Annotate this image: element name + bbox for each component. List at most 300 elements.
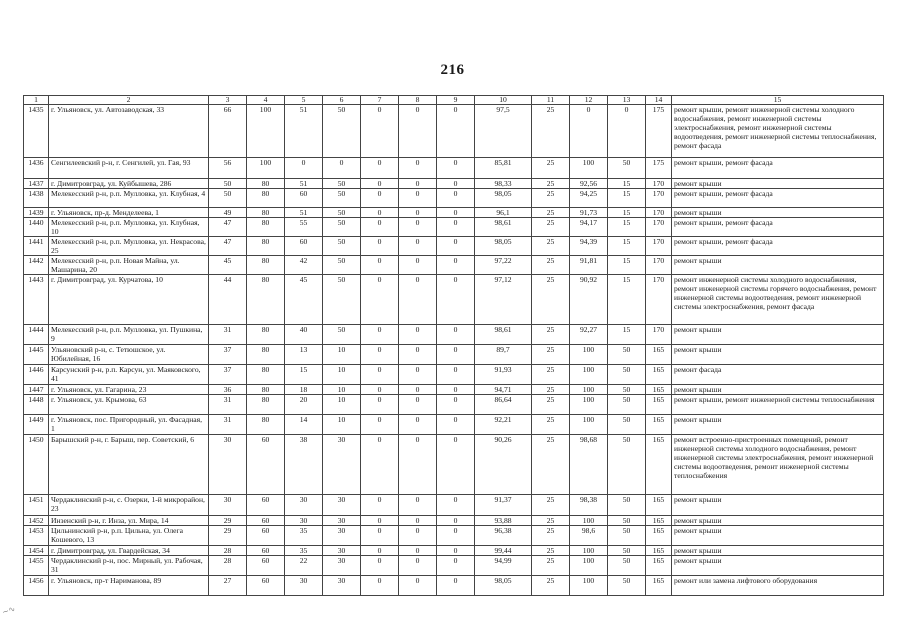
cell-col-7: 0 xyxy=(361,105,399,158)
cell-col-10: 94,99 xyxy=(475,556,532,576)
cell-col-4: 80 xyxy=(247,237,285,256)
cell-col-3: 30 xyxy=(209,435,247,495)
cell-col-3: 37 xyxy=(209,365,247,385)
cell-col-13: 50 xyxy=(608,495,646,516)
address-cell: Инзенский р-н, г. Инза, ул. Мира, 14 xyxy=(49,516,209,526)
cell-col-12: 0 xyxy=(570,105,608,158)
cell-col-7: 0 xyxy=(361,526,399,546)
cell-col-3: 56 xyxy=(209,158,247,179)
row-number-cell: 1452 xyxy=(24,516,49,526)
cell-col-8: 0 xyxy=(399,345,437,365)
cell-col-9: 0 xyxy=(437,325,475,345)
column-number-1: 1 xyxy=(24,96,49,105)
cell-col-11: 25 xyxy=(532,179,570,189)
cell-col-5: 22 xyxy=(285,556,323,576)
address-cell: Цильнинский р-н, р.п. Цильна, ул. Олега Кошевого, 13 xyxy=(49,526,209,546)
cell-col-13: 15 xyxy=(608,218,646,237)
row-number-cell: 1439 xyxy=(24,208,49,218)
cell-col-3: 31 xyxy=(209,395,247,415)
cell-col-4: 80 xyxy=(247,189,285,208)
work-type-cell: ремонт крыши xyxy=(672,415,884,435)
row-number-cell: 1449 xyxy=(24,415,49,435)
cell-col-14: 175 xyxy=(646,105,672,158)
row-number-cell: 1448 xyxy=(24,395,49,415)
cell-col-13: 15 xyxy=(608,275,646,325)
cell-col-6: 50 xyxy=(323,256,361,275)
cell-col-6: 50 xyxy=(323,179,361,189)
cell-col-13: 15 xyxy=(608,325,646,345)
cell-col-11: 25 xyxy=(532,576,570,596)
cell-col-6: 30 xyxy=(323,516,361,526)
cell-col-13: 50 xyxy=(608,365,646,385)
cell-col-6: 50 xyxy=(323,275,361,325)
address-cell: г. Ульяновск, пос. Пригородный, ул. Фасадная, 1 xyxy=(49,415,209,435)
row-number-cell: 1438 xyxy=(24,189,49,208)
cell-col-9: 0 xyxy=(437,546,475,556)
table-row xyxy=(24,365,884,385)
cell-col-9: 0 xyxy=(437,395,475,415)
cell-col-3: 50 xyxy=(209,179,247,189)
row-number-cell: 1443 xyxy=(24,275,49,325)
cell-col-5: 18 xyxy=(285,385,323,395)
column-number-14: 14 xyxy=(646,96,672,105)
cell-col-7: 0 xyxy=(361,516,399,526)
cell-col-13: 50 xyxy=(608,158,646,179)
cell-col-8: 0 xyxy=(399,526,437,546)
cell-col-14: 170 xyxy=(646,275,672,325)
table-row xyxy=(24,325,884,345)
cell-col-11: 25 xyxy=(532,275,570,325)
address-cell: г. Ульяновск, пр-д. Менделеева, 1 xyxy=(49,208,209,218)
cell-col-14: 165 xyxy=(646,415,672,435)
cell-col-4: 60 xyxy=(247,516,285,526)
cell-col-13: 50 xyxy=(608,526,646,546)
cell-col-8: 0 xyxy=(399,556,437,576)
cell-col-5: 35 xyxy=(285,546,323,556)
column-number-2: 2 xyxy=(49,96,209,105)
cell-col-3: 29 xyxy=(209,516,247,526)
cell-col-11: 25 xyxy=(532,495,570,516)
address-cell: Мелекесский р-н, р.п. Мулловка, ул. Клубная, 4 xyxy=(49,189,209,208)
cell-col-3: 37 xyxy=(209,345,247,365)
row-number-cell: 1436 xyxy=(24,158,49,179)
cell-col-11: 25 xyxy=(532,158,570,179)
cell-col-12: 94,17 xyxy=(570,218,608,237)
work-type-cell: ремонт крыши xyxy=(672,208,884,218)
cell-col-9: 0 xyxy=(437,365,475,385)
cell-col-6: 10 xyxy=(323,415,361,435)
cell-col-9: 0 xyxy=(437,158,475,179)
cell-col-4: 80 xyxy=(247,395,285,415)
table-body xyxy=(24,96,884,596)
cell-col-11: 25 xyxy=(532,516,570,526)
cell-col-14: 165 xyxy=(646,576,672,596)
table-row xyxy=(24,237,884,256)
address-cell: г. Димитровград, ул. Курчатова, 10 xyxy=(49,275,209,325)
cell-col-5: 55 xyxy=(285,218,323,237)
cell-col-5: 30 xyxy=(285,516,323,526)
row-number-cell: 1454 xyxy=(24,546,49,556)
row-number-cell: 1441 xyxy=(24,237,49,256)
cell-col-13: 50 xyxy=(608,345,646,365)
cell-col-10: 93,88 xyxy=(475,516,532,526)
cell-col-11: 25 xyxy=(532,365,570,385)
cell-col-14: 165 xyxy=(646,435,672,495)
cell-col-7: 0 xyxy=(361,179,399,189)
cell-col-9: 0 xyxy=(437,576,475,596)
row-number-cell: 1450 xyxy=(24,435,49,495)
row-number-cell: 1456 xyxy=(24,576,49,596)
cell-col-6: 50 xyxy=(323,237,361,256)
cell-col-7: 0 xyxy=(361,237,399,256)
cell-col-4: 80 xyxy=(247,385,285,395)
cell-col-5: 30 xyxy=(285,495,323,516)
column-number-3: 3 xyxy=(209,96,247,105)
cell-col-3: 49 xyxy=(209,208,247,218)
cell-col-10: 97,5 xyxy=(475,105,532,158)
cell-col-12: 94,39 xyxy=(570,237,608,256)
cell-col-9: 0 xyxy=(437,435,475,495)
cell-col-7: 0 xyxy=(361,208,399,218)
table-row xyxy=(24,576,884,596)
cell-col-9: 0 xyxy=(437,237,475,256)
cell-col-12: 100 xyxy=(570,158,608,179)
cell-col-12: 100 xyxy=(570,385,608,395)
table-row xyxy=(24,546,884,556)
cell-col-10: 98,61 xyxy=(475,218,532,237)
cell-col-13: 50 xyxy=(608,576,646,596)
cell-col-5: 60 xyxy=(285,237,323,256)
address-cell: Чердаклинский р-н, с. Озерки, 1-й микрорайон, 23 xyxy=(49,495,209,516)
work-type-cell: ремонт крыши xyxy=(672,495,884,516)
cell-col-14: 165 xyxy=(646,365,672,385)
work-type-cell: ремонт крыши xyxy=(672,385,884,395)
cell-col-5: 15 xyxy=(285,365,323,385)
table-row xyxy=(24,516,884,526)
cell-col-14: 165 xyxy=(646,556,672,576)
cell-col-4: 80 xyxy=(247,218,285,237)
work-type-cell: ремонт крыши, ремонт фасада xyxy=(672,237,884,256)
cell-col-9: 0 xyxy=(437,415,475,435)
cell-col-10: 85,81 xyxy=(475,158,532,179)
cell-col-8: 0 xyxy=(399,179,437,189)
cell-col-4: 80 xyxy=(247,325,285,345)
table-row xyxy=(24,345,884,365)
cell-col-6: 30 xyxy=(323,546,361,556)
cell-col-13: 0 xyxy=(608,105,646,158)
cell-col-10: 91,37 xyxy=(475,495,532,516)
cell-col-7: 0 xyxy=(361,218,399,237)
cell-col-12: 98,68 xyxy=(570,435,608,495)
cell-col-4: 80 xyxy=(247,256,285,275)
cell-col-8: 0 xyxy=(399,415,437,435)
table-row xyxy=(24,556,884,576)
cell-col-8: 0 xyxy=(399,105,437,158)
cell-col-3: 50 xyxy=(209,189,247,208)
table-row xyxy=(24,275,884,325)
row-number-cell: 1453 xyxy=(24,526,49,546)
cell-col-11: 25 xyxy=(532,237,570,256)
cell-col-14: 170 xyxy=(646,208,672,218)
work-type-cell: ремонт крыши xyxy=(672,179,884,189)
table-row xyxy=(24,208,884,218)
cell-col-12: 100 xyxy=(570,345,608,365)
margin-mark: ~∿ xyxy=(0,603,17,618)
cell-col-9: 0 xyxy=(437,189,475,208)
column-number-12: 12 xyxy=(570,96,608,105)
column-number-13: 13 xyxy=(608,96,646,105)
table-row xyxy=(24,385,884,395)
cell-col-8: 0 xyxy=(399,365,437,385)
cell-col-6: 30 xyxy=(323,576,361,596)
cell-col-7: 0 xyxy=(361,435,399,495)
cell-col-7: 0 xyxy=(361,395,399,415)
cell-col-8: 0 xyxy=(399,385,437,395)
cell-col-4: 80 xyxy=(247,208,285,218)
column-number-15: 15 xyxy=(672,96,884,105)
cell-col-14: 170 xyxy=(646,218,672,237)
table-row xyxy=(24,495,884,516)
cell-col-6: 50 xyxy=(323,325,361,345)
cell-col-3: 45 xyxy=(209,256,247,275)
cell-col-9: 0 xyxy=(437,256,475,275)
cell-col-4: 80 xyxy=(247,365,285,385)
row-number-cell: 1442 xyxy=(24,256,49,275)
address-cell: Сенгилеевский р-н, г. Сенгилей, ул. Гая, 93 xyxy=(49,158,209,179)
address-cell: Барышский р-н, г. Барыш, пер. Советский, 6 xyxy=(49,435,209,495)
cell-col-10: 94,71 xyxy=(475,385,532,395)
column-number-10: 10 xyxy=(475,96,532,105)
cell-col-14: 170 xyxy=(646,237,672,256)
cell-col-12: 92,56 xyxy=(570,179,608,189)
cell-col-7: 0 xyxy=(361,546,399,556)
address-cell: г. Димитровград, ул. Куйбышева, 286 xyxy=(49,179,209,189)
cell-col-14: 165 xyxy=(646,516,672,526)
cell-col-7: 0 xyxy=(361,556,399,576)
cell-col-6: 50 xyxy=(323,208,361,218)
cell-col-11: 25 xyxy=(532,189,570,208)
table-row xyxy=(24,189,884,208)
row-number-cell: 1445 xyxy=(24,345,49,365)
cell-col-5: 13 xyxy=(285,345,323,365)
cell-col-7: 0 xyxy=(361,576,399,596)
cell-col-5: 0 xyxy=(285,158,323,179)
cell-col-4: 60 xyxy=(247,576,285,596)
cell-col-14: 165 xyxy=(646,526,672,546)
cell-col-10: 97,12 xyxy=(475,275,532,325)
address-cell: Ульяновский р-н, с. Тетюшское, ул. Юбилейная, 16 xyxy=(49,345,209,365)
cell-col-11: 25 xyxy=(532,256,570,275)
cell-col-4: 80 xyxy=(247,345,285,365)
cell-col-6: 30 xyxy=(323,435,361,495)
cell-col-3: 47 xyxy=(209,237,247,256)
work-type-cell: ремонт крыши xyxy=(672,256,884,275)
work-type-cell: ремонт крыши xyxy=(672,325,884,345)
cell-col-11: 25 xyxy=(532,526,570,546)
cell-col-5: 51 xyxy=(285,208,323,218)
cell-col-13: 15 xyxy=(608,237,646,256)
cell-col-8: 0 xyxy=(399,495,437,516)
cell-col-11: 25 xyxy=(532,345,570,365)
address-cell: г. Ульяновск, ул. Крымова, 63 xyxy=(49,395,209,415)
cell-col-8: 0 xyxy=(399,325,437,345)
cell-col-10: 89,7 xyxy=(475,345,532,365)
address-cell: г. Ульяновск, ул. Гагарина, 23 xyxy=(49,385,209,395)
cell-col-5: 40 xyxy=(285,325,323,345)
cell-col-7: 0 xyxy=(361,189,399,208)
cell-col-13: 50 xyxy=(608,385,646,395)
cell-col-4: 60 xyxy=(247,435,285,495)
cell-col-11: 25 xyxy=(532,385,570,395)
cell-col-13: 50 xyxy=(608,435,646,495)
cell-col-10: 97,22 xyxy=(475,256,532,275)
cell-col-4: 80 xyxy=(247,275,285,325)
work-type-cell: ремонт инженерной системы холодного водоснабжения, ремонт инженерной системы горячего водоснабжения, ремонт инженерной системы водоотведения, ремонт инженерной системы электроснабжения, ремонт фасада xyxy=(672,275,884,325)
cell-col-7: 0 xyxy=(361,365,399,385)
column-number-7: 7 xyxy=(361,96,399,105)
cell-col-9: 0 xyxy=(437,495,475,516)
cell-col-9: 0 xyxy=(437,345,475,365)
cell-col-11: 25 xyxy=(532,395,570,415)
cell-col-11: 25 xyxy=(532,208,570,218)
cell-col-12: 100 xyxy=(570,395,608,415)
cell-col-11: 25 xyxy=(532,415,570,435)
cell-col-8: 0 xyxy=(399,275,437,325)
cell-col-13: 15 xyxy=(608,208,646,218)
cell-col-14: 170 xyxy=(646,256,672,275)
table-row xyxy=(24,158,884,179)
cell-col-7: 0 xyxy=(361,158,399,179)
cell-col-7: 0 xyxy=(361,495,399,516)
address-cell: Мелекесский р-н, р.п. Мулловка, ул. Некрасова, 25 xyxy=(49,237,209,256)
cell-col-7: 0 xyxy=(361,325,399,345)
cell-col-3: 66 xyxy=(209,105,247,158)
cell-col-12: 91,81 xyxy=(570,256,608,275)
cell-col-13: 50 xyxy=(608,415,646,435)
cell-col-9: 0 xyxy=(437,218,475,237)
cell-col-9: 0 xyxy=(437,556,475,576)
cell-col-3: 30 xyxy=(209,495,247,516)
cell-col-11: 25 xyxy=(532,218,570,237)
cell-col-10: 86,64 xyxy=(475,395,532,415)
cell-col-10: 92,21 xyxy=(475,415,532,435)
cell-col-8: 0 xyxy=(399,189,437,208)
cell-col-7: 0 xyxy=(361,385,399,395)
cell-col-14: 165 xyxy=(646,395,672,415)
cell-col-6: 30 xyxy=(323,495,361,516)
cell-col-7: 0 xyxy=(361,415,399,435)
cell-col-10: 91,93 xyxy=(475,365,532,385)
cell-col-13: 15 xyxy=(608,189,646,208)
cell-col-4: 80 xyxy=(247,179,285,189)
column-number-8: 8 xyxy=(399,96,437,105)
cell-col-8: 0 xyxy=(399,395,437,415)
cell-col-12: 92,27 xyxy=(570,325,608,345)
cell-col-12: 98,38 xyxy=(570,495,608,516)
cell-col-13: 50 xyxy=(608,546,646,556)
cell-col-5: 14 xyxy=(285,415,323,435)
cell-col-4: 100 xyxy=(247,158,285,179)
cell-col-7: 0 xyxy=(361,345,399,365)
cell-col-3: 31 xyxy=(209,325,247,345)
work-type-cell: ремонт крыши, ремонт фасада xyxy=(672,218,884,237)
work-type-cell: ремонт встроенно-пристроенных помещений, ремонт инженерной системы холодного водоснабжения, ремонт инженерной системы электроснабжения, ремонт инженерной системы водоотведения, ремонт инженерной системы теплоснабжения xyxy=(672,435,884,495)
cell-col-6: 10 xyxy=(323,385,361,395)
cell-col-6: 0 xyxy=(323,158,361,179)
cell-col-14: 165 xyxy=(646,385,672,395)
cell-col-10: 98,05 xyxy=(475,189,532,208)
work-type-cell: ремонт или замена лифтового оборудования xyxy=(672,576,884,596)
cell-col-8: 0 xyxy=(399,576,437,596)
work-type-cell: ремонт крыши xyxy=(672,526,884,546)
work-type-cell: ремонт крыши, ремонт инженерной системы теплоснабжения xyxy=(672,395,884,415)
cell-col-10: 98,05 xyxy=(475,576,532,596)
cell-col-3: 28 xyxy=(209,546,247,556)
cell-col-9: 0 xyxy=(437,179,475,189)
cell-col-14: 170 xyxy=(646,325,672,345)
cell-col-10: 96,38 xyxy=(475,526,532,546)
cell-col-7: 0 xyxy=(361,256,399,275)
cell-col-8: 0 xyxy=(399,158,437,179)
cell-col-6: 50 xyxy=(323,189,361,208)
cell-col-5: 35 xyxy=(285,526,323,546)
cell-col-5: 45 xyxy=(285,275,323,325)
cell-col-14: 175 xyxy=(646,158,672,179)
cell-col-7: 0 xyxy=(361,275,399,325)
table-row xyxy=(24,105,884,158)
cell-col-5: 20 xyxy=(285,395,323,415)
cell-col-9: 0 xyxy=(437,516,475,526)
cell-col-12: 91,73 xyxy=(570,208,608,218)
cell-col-6: 50 xyxy=(323,105,361,158)
row-number-cell: 1451 xyxy=(24,495,49,516)
cell-col-4: 60 xyxy=(247,526,285,546)
cell-col-10: 99,44 xyxy=(475,546,532,556)
table-row xyxy=(24,395,884,415)
cell-col-4: 60 xyxy=(247,556,285,576)
cell-col-4: 60 xyxy=(247,546,285,556)
cell-col-11: 25 xyxy=(532,546,570,556)
cell-col-11: 25 xyxy=(532,435,570,495)
address-cell: Мелекесский р-н, р.п. Новая Майна, ул. Машарина, 20 xyxy=(49,256,209,275)
cell-col-13: 50 xyxy=(608,556,646,576)
column-number-9: 9 xyxy=(437,96,475,105)
work-type-cell: ремонт крыши, ремонт фасада xyxy=(672,158,884,179)
cell-col-14: 165 xyxy=(646,546,672,556)
work-type-cell: ремонт крыши, ремонт инженерной системы холодного водоснабжения, ремонт инженерной системы электроснабжения, ремонт инженерной системы водоотведения, ремонт инженерной системы теплоснабжения, ремонт фасада xyxy=(672,105,884,158)
cell-col-11: 25 xyxy=(532,556,570,576)
address-cell: Мелекесский р-н, р.п. Мулловка, ул. Пушкина, 9 xyxy=(49,325,209,345)
row-number-cell: 1455 xyxy=(24,556,49,576)
table-row xyxy=(24,526,884,546)
cell-col-5: 51 xyxy=(285,179,323,189)
cell-col-9: 0 xyxy=(437,275,475,325)
cell-col-12: 100 xyxy=(570,415,608,435)
cell-col-12: 100 xyxy=(570,516,608,526)
cell-col-12: 90,92 xyxy=(570,275,608,325)
cell-col-3: 44 xyxy=(209,275,247,325)
cell-col-4: 60 xyxy=(247,495,285,516)
cell-col-9: 0 xyxy=(437,208,475,218)
cell-col-4: 80 xyxy=(247,415,285,435)
cell-col-6: 10 xyxy=(323,365,361,385)
cell-col-11: 25 xyxy=(532,325,570,345)
work-type-cell: ремонт крыши, ремонт фасада xyxy=(672,189,884,208)
cell-col-10: 98,05 xyxy=(475,237,532,256)
cell-col-9: 0 xyxy=(437,526,475,546)
cell-col-3: 47 xyxy=(209,218,247,237)
row-number-cell: 1444 xyxy=(24,325,49,345)
